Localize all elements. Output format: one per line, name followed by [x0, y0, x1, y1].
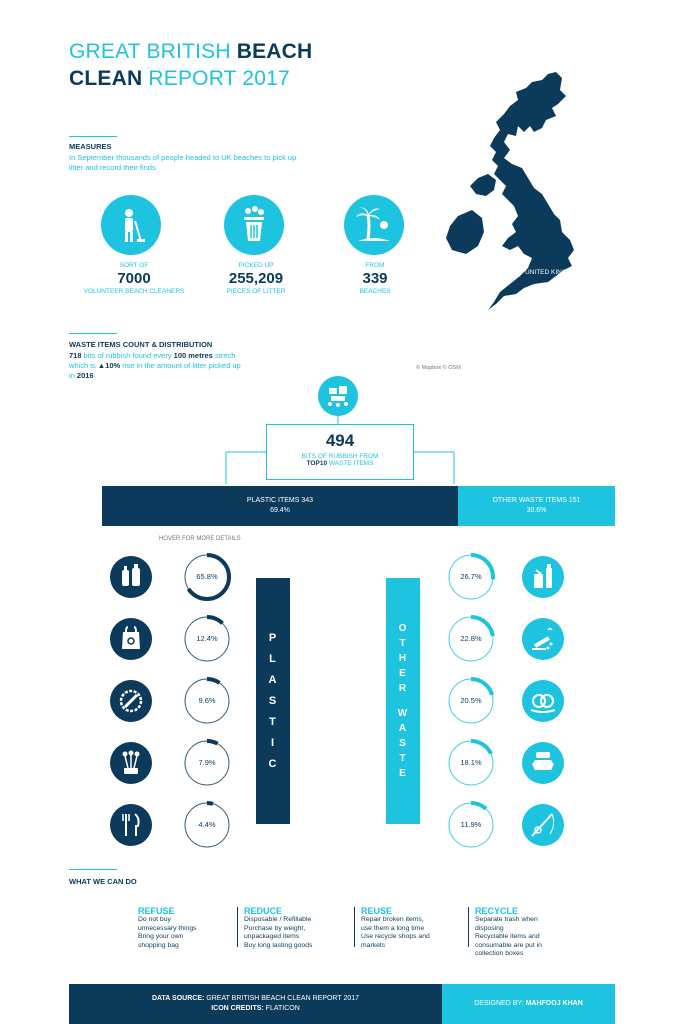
action-refuse: [138, 906, 197, 950]
column-label-letter: P: [268, 632, 278, 644]
other-item-percentage: 26.7%: [460, 572, 482, 581]
icon-credits: ICON CREDITS: FLATICON: [211, 1005, 300, 1012]
column-label-letter: R: [398, 683, 408, 694]
plastic-item-percentage: 7.9%: [198, 758, 216, 767]
action-text: shopping bag: [138, 941, 179, 949]
stat-caption: PIECES OF LITTER: [226, 288, 286, 295]
report-title-line2: CLEAN REPORT 2017: [69, 67, 290, 90]
plastic-items-pct: 69.4%: [270, 507, 290, 514]
stat-label: SORT OF: [119, 262, 149, 269]
action-reuse: [361, 906, 430, 950]
plastic-item-ring-chart[interactable]: [180, 798, 234, 852]
stat-volunteers: [64, 262, 204, 295]
other-item-ring-chart[interactable]: [444, 736, 498, 790]
plastic-bag-icon[interactable]: [110, 618, 152, 660]
litter-bin-icon: [224, 195, 284, 255]
action-text: Recyclable items and: [475, 933, 540, 941]
plastic-item-percentage: 12.4%: [196, 634, 218, 643]
other-waste-label: OTHER WASTE ITEMS 151: [492, 497, 581, 504]
action-text: unnecessary things: [138, 924, 197, 932]
glass-bottle-icon[interactable]: [522, 556, 564, 598]
plastic-item-ring-chart[interactable]: [180, 612, 234, 666]
waste-text: 718 bits of rubbish found every 100 metres strech which is ▲10% rise in the amount of litter picked up in 2016: [69, 351, 241, 380]
column-label-letter: E: [399, 768, 407, 779]
plastic-item-ring-chart[interactable]: [180, 674, 234, 728]
action-divider: [468, 907, 469, 947]
cutlery-icon[interactable]: [110, 804, 152, 846]
stat-label: FROM: [365, 262, 385, 269]
action-recycle: [475, 906, 542, 959]
total-value: 494: [325, 431, 355, 450]
plastic-bottles-icon[interactable]: [110, 556, 152, 598]
plastic-items-bar[interactable]: [102, 486, 458, 526]
column-label-letter: A: [268, 674, 278, 686]
plastic-item-percentage: 65.8%: [196, 572, 218, 581]
plastic-item-ring-chart[interactable]: [180, 550, 234, 604]
action-text: Disposable / Refillable: [244, 916, 312, 923]
action-text: Use recycle shops and: [361, 933, 430, 941]
plastic-items-label: PLASTIC ITEMS 343: [246, 497, 314, 504]
divider: [69, 136, 117, 137]
action-text: disposing: [475, 924, 504, 932]
action-divider: [237, 907, 238, 947]
stat-label: PICKED UP: [238, 262, 274, 269]
other-item-ring-chart[interactable]: [444, 550, 498, 604]
action-title: REDUCE: [244, 906, 283, 916]
plastic-item-percentage: 4.4%: [198, 820, 216, 829]
report-title-line1: GREAT BRITISH BEACH: [69, 40, 313, 63]
footer-credits: [69, 984, 442, 1024]
action-reduce: [244, 906, 312, 950]
action-text: Repair broken items,: [361, 916, 424, 923]
other-waste-column-label: [386, 578, 420, 824]
action-text: Bring your own: [138, 933, 184, 941]
action-text: Separate trash when: [475, 916, 538, 923]
column-label-letter: S: [268, 695, 278, 707]
cotton-buds-icon[interactable]: [110, 742, 152, 784]
other-item-ring-chart[interactable]: [444, 798, 498, 852]
divider: [69, 869, 117, 870]
action-title: REUSE: [361, 906, 393, 916]
column-label-letter: A: [398, 723, 408, 734]
food-wrapper-icon[interactable]: [522, 742, 564, 784]
column-label-letter: T: [399, 753, 407, 764]
cigarette-butts-icon[interactable]: [522, 618, 564, 660]
measures-heading: MEASURES: [69, 142, 112, 151]
beach-cleaner-icon: [101, 195, 161, 255]
action-title: RECYCLE: [475, 906, 519, 916]
actions-heading: WHAT WE CAN DO: [69, 877, 137, 886]
other-item-percentage: 18.1%: [460, 758, 482, 767]
map-label: UNITED KINGDOM: [525, 269, 583, 276]
hover-hint: HOVER FOR MORE DETAILS: [159, 536, 241, 542]
stat-beaches: [305, 262, 445, 295]
plastic-column-label: [256, 578, 290, 824]
stat-caption: BEACHES: [359, 288, 391, 295]
other-item-percentage: 20.5%: [460, 696, 482, 705]
action-text: consumable are put in: [475, 941, 542, 949]
uk-map[interactable]: [438, 70, 603, 330]
plastic-item-percentage: 9.6%: [198, 696, 216, 705]
total-line2: TOP10 WASTE ITEMS: [306, 460, 374, 467]
column-label-letter: T: [269, 716, 277, 728]
column-label-letter: L: [269, 653, 277, 665]
divider: [69, 333, 117, 334]
other-item-percentage: 22.8%: [460, 634, 482, 643]
map-credit[interactable]: © Mapbox © OSM: [416, 365, 461, 371]
other-item-percentage: 11.9%: [460, 820, 482, 829]
total-rubbish-box: [266, 424, 414, 480]
action-text: collection boxes: [475, 950, 524, 958]
rope-icon[interactable]: [522, 680, 564, 722]
plastic-item-ring-chart[interactable]: [180, 736, 234, 790]
action-divider: [354, 907, 355, 947]
column-label-letter: S: [399, 738, 407, 749]
waste-heading: WASTE ITEMS COUNT & DISTRIBUTION: [69, 340, 213, 349]
action-title: REFUSE: [138, 906, 175, 916]
stat-value: 255,209: [228, 270, 284, 287]
other-item-ring-chart[interactable]: [444, 612, 498, 666]
other-waste-pct: 30.6%: [526, 507, 547, 514]
other-item-ring-chart[interactable]: [444, 674, 498, 728]
action-text: markets: [361, 941, 386, 949]
stat-value: 7000: [117, 270, 151, 287]
action-text: Do not buy: [138, 916, 171, 923]
column-label-letter: W: [397, 708, 409, 719]
other-waste-bar[interactable]: [458, 486, 615, 526]
stat-value: 339: [362, 270, 388, 287]
bottle-cap-icon[interactable]: [110, 680, 152, 722]
column-label-letter: C: [268, 758, 278, 770]
fishing-gear-icon[interactable]: [522, 804, 564, 846]
column-label-letter: O: [398, 623, 408, 634]
total-line1: BITS OF RUBBISH FROM: [301, 453, 379, 460]
footer-designer: DESIGNED BY: MAHFOOJ KHAN: [442, 984, 615, 1024]
rubbish-pile-icon: [318, 376, 358, 416]
data-source: DATA SOURCE: GREAT BRITISH BEACH CLEAN REPORT 2017: [151, 995, 360, 1002]
action-text: use them a long time: [361, 924, 425, 932]
column-label-letter: I: [270, 737, 276, 749]
column-label-letter: T: [399, 638, 407, 649]
action-text: Buy long lasting goods: [244, 941, 313, 949]
stat-caption: VOLUNTEER BEACH CLEANERS: [83, 288, 185, 295]
column-label-letter: E: [399, 668, 407, 679]
action-text: Purchase by weight,: [244, 924, 306, 932]
palm-beach-icon: [344, 195, 404, 255]
action-text: unpackaged items: [244, 933, 300, 941]
measures-text: In September thousands of people headed to UK beaches to pick up litter and record their finds: [69, 153, 297, 172]
column-label-letter: H: [398, 653, 408, 664]
